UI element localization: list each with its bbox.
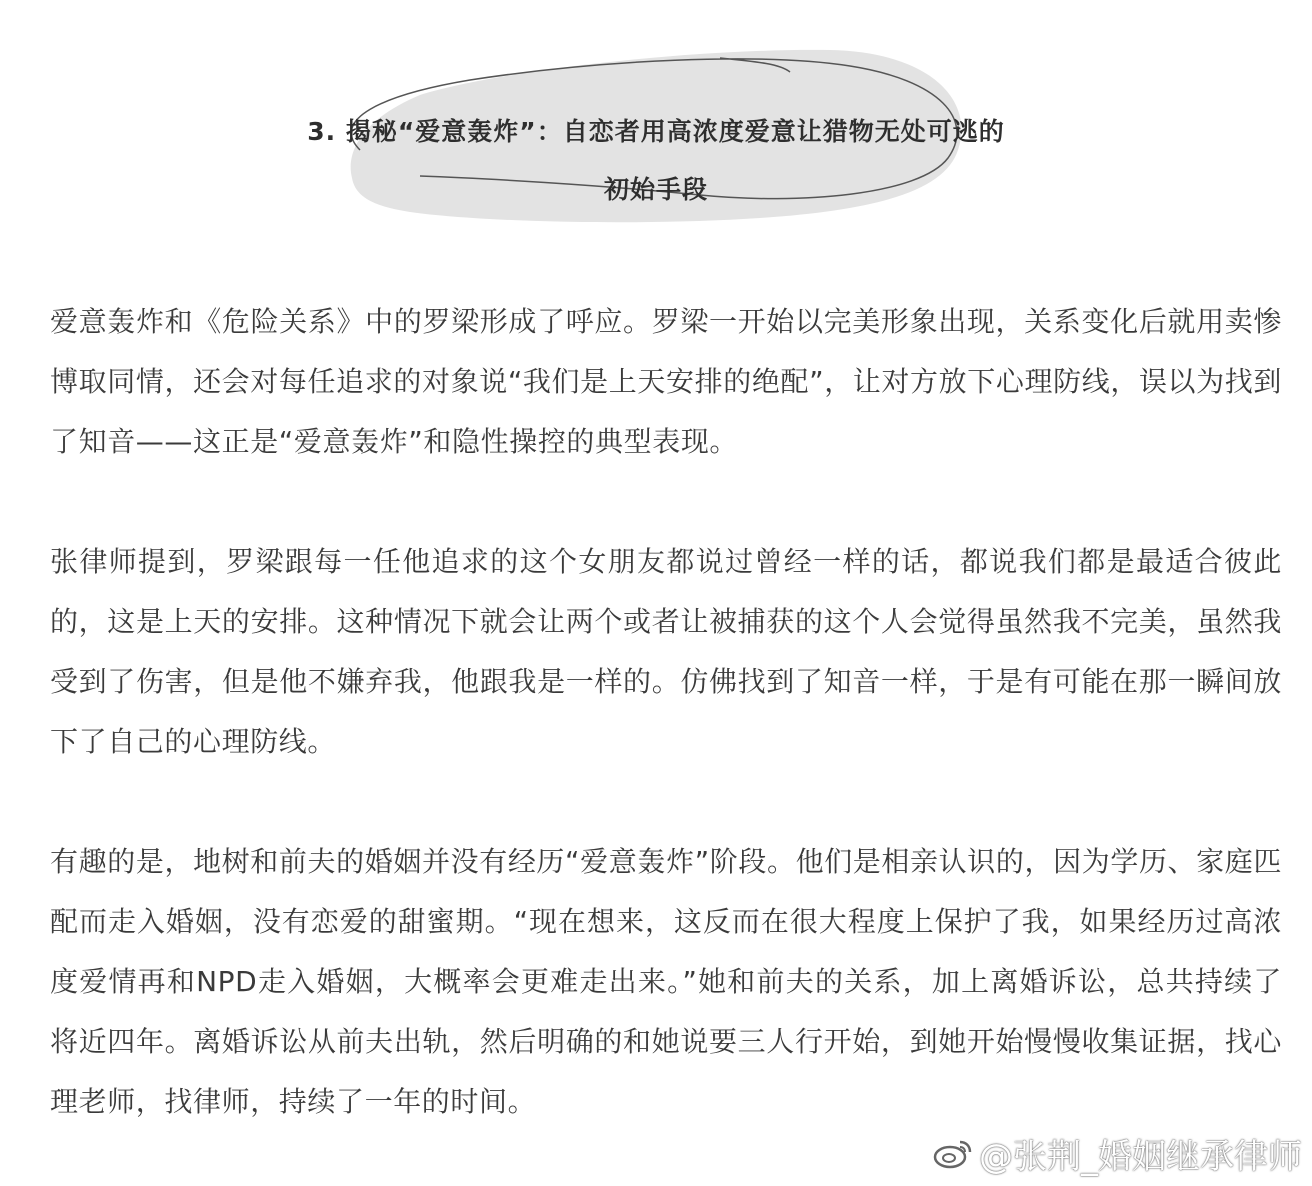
watermark-text: @张荆_婚姻继承律师 — [979, 1136, 1302, 1177]
weibo-logo-icon — [933, 1136, 973, 1170]
heading-line-1: 3. 揭秘“爱意轰炸”：自恋者用高浓度爱意让猎物无处可逃的 — [307, 117, 1005, 146]
watermark — [933, 1128, 1302, 1178]
paragraph-1: 爱意轰炸和《危险关系》中的罗梁形成了呼应。罗梁一开始以完美形象出现，关系变化后就用卖惨博取同情，还会对每任追求的对象说“我们是上天安排的绝配”，让对方放下心理防线，误以为找到了知音——这正是“爱意轰炸”和隐性操控的典型表现。 — [50, 305, 1282, 458]
paragraph-3: 有趣的是，地树和前夫的婚姻并没有经历“爱意轰炸”阶段。他们是相亲认识的，因为学历、家庭匹配而走入婚姻，没有恋爱的甜蜜期。“现在想来，这反而在很大程度上保护了我，如果经历过高浓度爱情再和NPD走入婚姻，大概率会更难走出来。”她和前夫的关系，加上离婚诉讼，总共持续了将近四年。离婚诉讼从前夫出轨，然后明确的和她说要三人行开始，到她开始慢慢收集证据，找心理老师，找律师，持续了一年的时间。 — [50, 845, 1282, 1118]
section-heading — [0, 0, 1312, 240]
paragraph-2: 张律师提到，罗梁跟每一任他追求的这个女朋友都说过曾经一样的话，都说我们都是最适合彼此的，这是上天的安排。这种情况下就会让两个或者让被捕获的这个人会觉得虽然我不完美，虽然我受到了伤害，但是他不嫌弃我，他跟我是一样的。仿佛找到了知音一样，于是有可能在那一瞬间放下了自己的心理防线。 — [50, 545, 1282, 758]
heading-line-2: 初始手段 — [603, 175, 708, 204]
